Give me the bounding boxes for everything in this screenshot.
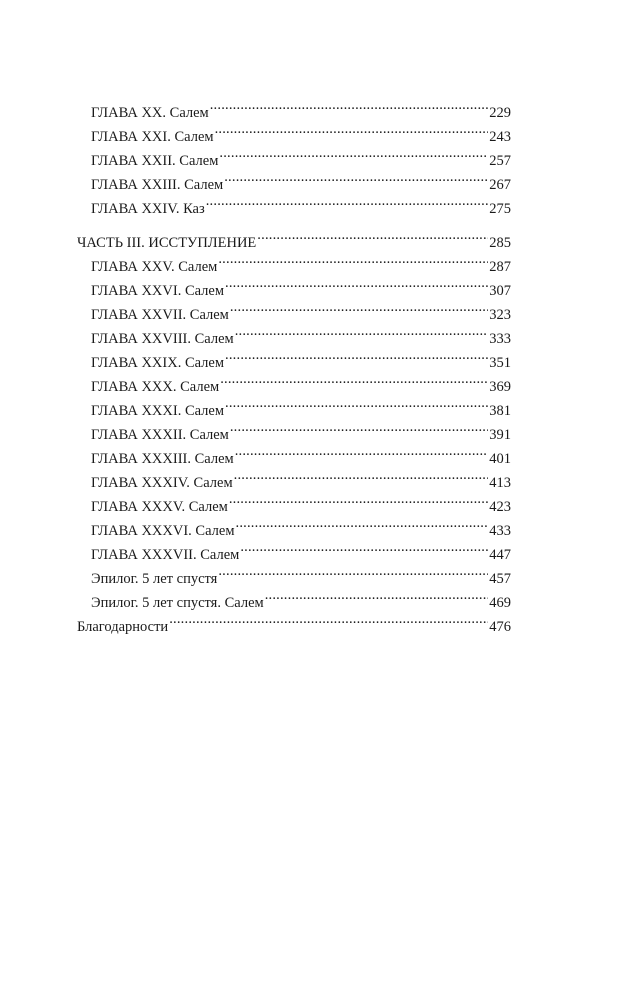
toc-entry-page: 229: [489, 105, 511, 121]
toc-entry-title: ГЛАВА XXIV. Каз: [91, 201, 205, 217]
dot-leader: [206, 189, 489, 213]
toc-entry-page: 275: [489, 201, 511, 217]
toc-entry-title: ГЛАВА XXV. Салем: [91, 259, 218, 275]
toc-entry-title: ГЛАВА XXVII. Салем: [91, 307, 229, 323]
toc-entry-title: ГЛАВА XXII. Салем: [91, 153, 219, 169]
table-of-contents: [77, 93, 511, 635]
dot-leader: [169, 607, 488, 631]
dot-leader: [220, 367, 488, 391]
toc-entry-title: Благодарности: [77, 619, 169, 635]
dot-leader: [225, 271, 488, 295]
toc-entry-page: 391: [489, 427, 511, 443]
toc-entry-page: 307: [489, 283, 511, 299]
toc-entry-page: 257: [489, 153, 511, 169]
toc-entry-page: 433: [489, 523, 511, 539]
dot-leader: [225, 391, 488, 415]
toc-entry[interactable]: [77, 93, 511, 121]
toc-entry-title: ГЛАВА XXXIV. Салем: [91, 475, 233, 491]
toc-entry-page: 369: [489, 379, 511, 395]
toc-entry-title: ГЛАВА XXI. Салем: [91, 129, 214, 145]
toc-entry-page: 457: [489, 571, 511, 587]
toc-entry-page: 243: [489, 129, 511, 145]
toc-entry-page: 285: [489, 235, 511, 251]
dot-leader: [236, 511, 489, 535]
toc-entry-page: 323: [489, 307, 511, 323]
toc-entry-title: ГЛАВА XXXV. Салем: [91, 499, 228, 515]
toc-entry-title: ГЛАВА XXXVII. Салем: [91, 547, 240, 563]
dot-leader: [257, 223, 488, 247]
toc-entry-page: 287: [489, 259, 511, 275]
toc-entry-title: ГЛАВА XX. Салем: [91, 105, 209, 121]
toc-entry-title: ГЛАВА XXX. Салем: [91, 379, 220, 395]
toc-entry-title: ГЛАВА XXXIII. Салем: [91, 451, 234, 467]
dot-leader: [234, 463, 489, 487]
toc-entry-title: ГЛАВА XXXII. Салем: [91, 427, 229, 443]
toc-entry-page: 351: [489, 355, 511, 371]
toc-entry-page: 423: [489, 499, 511, 515]
toc-entry-title: Эпилог. 5 лет спустя. Салем: [91, 595, 264, 611]
dot-leader: [235, 439, 489, 463]
toc-entry-page: 267: [489, 177, 511, 193]
toc-entry-title: ГЛАВА XXXI. Салем: [91, 403, 225, 419]
dot-leader: [215, 117, 489, 141]
dot-leader: [230, 295, 488, 319]
dot-leader: [235, 319, 489, 343]
dot-leader: [229, 487, 488, 511]
toc-entry-page: 447: [489, 547, 511, 563]
toc-entry-page: 476: [489, 619, 511, 635]
toc-entry-page: 333: [489, 331, 511, 347]
dot-leader: [265, 583, 489, 607]
toc-entry-page: 401: [489, 451, 511, 467]
toc-entry-page: 469: [489, 595, 511, 611]
toc-entry-title: ГЛАВА XXIX. Салем: [91, 355, 225, 371]
dot-leader: [210, 93, 489, 117]
toc-entry-title: Эпилог. 5 лет спустя: [91, 571, 218, 587]
dot-leader: [219, 141, 488, 165]
dot-leader: [218, 559, 488, 583]
dot-leader: [218, 247, 488, 271]
toc-entry-title: ГЛАВА XXVIII. Салем: [91, 331, 234, 347]
toc-entry-title: ГЛАВА XXXVI. Салем: [91, 523, 235, 539]
dot-leader: [225, 343, 488, 367]
dot-leader: [230, 415, 488, 439]
toc-entry-page: 381: [489, 403, 511, 419]
dot-leader: [224, 165, 488, 189]
toc-part-entry[interactable]: [77, 223, 511, 251]
toc-entry-title: ГЛАВА XXIII. Салем: [91, 177, 224, 193]
toc-entry-page: 413: [489, 475, 511, 491]
toc-entry-title: ГЛАВА XXVI. Салем: [91, 283, 225, 299]
dot-leader: [240, 535, 488, 559]
toc-entry-title: ЧАСТЬ III. ИССТУПЛЕНИЕ: [77, 235, 257, 251]
